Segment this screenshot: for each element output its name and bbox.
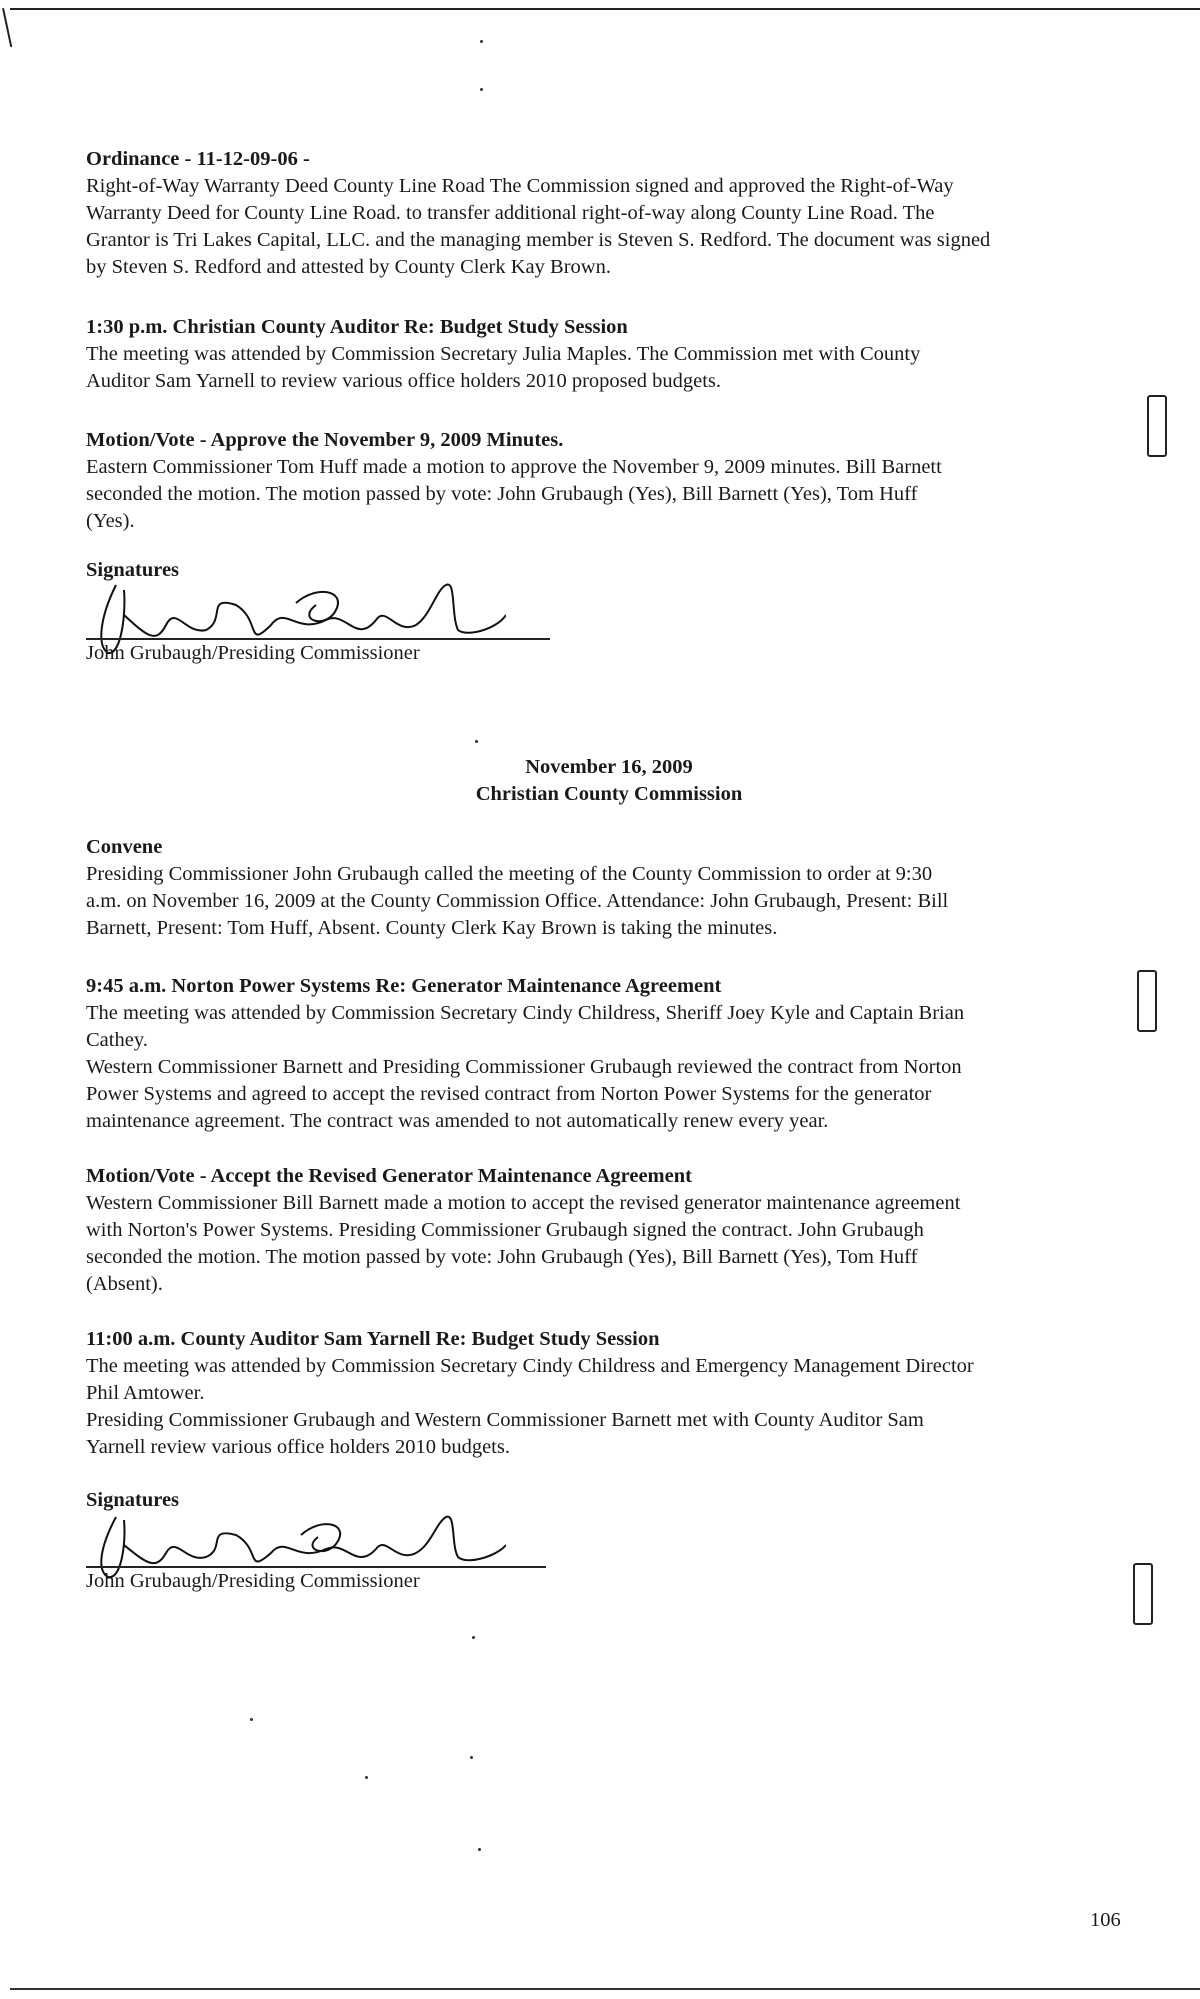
body-line: with Norton's Power Systems. Presiding Commissioner Grubaugh signed the contract. John Grubaugh [86,1219,924,1241]
body-line: Presiding Commissioner John Grubaugh called the meeting of the County Commission to order at 9:30 [86,863,933,885]
signatures-heading: Signatures [86,1489,180,1511]
accept-agreement-section [86,1163,1136,1298]
meeting-body: Christian County Commission [475,783,743,805]
body-line: Auditor Sam Yarnell to review various office holders 2010 proposed budgets. [86,370,722,392]
body-line: Presiding Commissioner Grubaugh and Western Commissioner Barnett met with County Auditor Sam [86,1409,924,1431]
body-line: The meeting was attended by Commission Secretary Cindy Childress and Emergency Management Director [86,1355,974,1377]
budget-session-section [86,1326,1136,1461]
body-line: Warranty Deed for County Line Road. to transfer additional right-of-way along County Line Road. The [86,202,935,224]
page-number: 106 [1090,1909,1121,1931]
scan-speck [250,1718,253,1721]
body-line: Phil Amtower. [86,1382,205,1404]
scan-speck [478,1848,481,1851]
signatures-heading: Signatures [86,559,180,581]
margin-bracket-mark [1137,970,1157,1032]
margin-bracket-mark [1133,1563,1153,1625]
body-line: (Yes). [86,510,135,532]
signature-caption: John Grubaugh/Presiding Commissioner [86,1570,420,1592]
convene-section [86,834,1136,942]
scan-speck [470,1756,473,1759]
body-line: Right-of-Way Warranty Deed County Line Road The Commission signed and approved the Right-of-Way [86,175,954,197]
scan-speck [480,40,483,43]
body-line: Yarnell review various office holders 2010 budgets. [86,1436,510,1458]
approve-minutes-section [86,427,1136,535]
section-heading: Convene [86,836,163,858]
body-line: The meeting was attended by Commission Secretary Julia Maples. The Commission met with County [86,343,921,365]
body-line: The meeting was attended by Commission Secretary Cindy Childress, Sheriff Joey Kyle and Captain Brian [86,1002,965,1024]
body-line: Grantor is Tri Lakes Capital, LLC. and the managing member is Steven S. Redford. The document was signed [86,229,991,251]
body-line: seconded the motion. The motion passed by vote: John Grubaugh (Yes), Bill Barnett (Yes), Tom Huff [86,483,918,505]
scan-speck [475,740,478,743]
auditor-session-section [86,314,1136,395]
body-line: Western Commissioner Bill Barnett made a motion to accept the revised generator maintenance agreement [86,1192,961,1214]
section-heading: Motion/Vote - Accept the Revised Generator Maintenance Agreement [86,1165,692,1187]
scan-speck [365,1776,368,1779]
generator-agreement-section [86,973,1136,1135]
signature-line [86,638,550,640]
body-line: Cathey. [86,1029,148,1051]
body-line: seconded the motion. The motion passed by vote: John Grubaugh (Yes), Bill Barnett (Yes), Tom Huff [86,1246,918,1268]
scan-speck [480,88,483,91]
section-heading: 11:00 a.m. County Auditor Sam Yarnell Re: Budget Study Session [86,1328,660,1350]
body-line: Barnett, Present: Tom Huff, Absent. County Clerk Kay Brown is taking the minutes. [86,917,778,939]
ordinance-section [86,146,1136,281]
meeting-date: November 16, 2009 [525,756,693,778]
body-line: maintenance agreement. The contract was amended to not automatically renew every year. [86,1110,829,1132]
body-line: Eastern Commissioner Tom Huff made a motion to approve the November 9, 2009 minutes. Bill Barnett [86,456,942,478]
signature-line [86,1566,546,1568]
signature-caption: John Grubaugh/Presiding Commissioner [86,642,420,664]
scan-top-edge [10,8,1200,10]
scan-corner-curl [2,8,12,48]
body-line: (Absent). [86,1273,163,1295]
body-line: a.m. on November 16, 2009 at the County Commission Office. Attendance: John Grubaugh, Present: Bill [86,890,949,912]
section-heading: 1:30 p.m. Christian County Auditor Re: Budget Study Session [86,316,628,338]
scan-speck [472,1636,475,1639]
body-line: by Steven S. Redford and attested by County Clerk Kay Brown. [86,256,611,278]
section-heading: Ordinance - 11-12-09-06 - [86,148,310,170]
body-line: Power Systems and agreed to accept the revised contract from Norton Power Systems for the generator [86,1083,932,1105]
scan-bottom-edge [10,1988,1200,1990]
body-line: Western Commissioner Barnett and Presiding Commissioner Grubaugh reviewed the contract from Norton [86,1056,962,1078]
section-heading: 9:45 a.m. Norton Power Systems Re: Generator Maintenance Agreement [86,975,722,997]
section-heading: Motion/Vote - Approve the November 9, 2009 Minutes. [86,429,564,451]
margin-bracket-mark [1147,395,1167,457]
